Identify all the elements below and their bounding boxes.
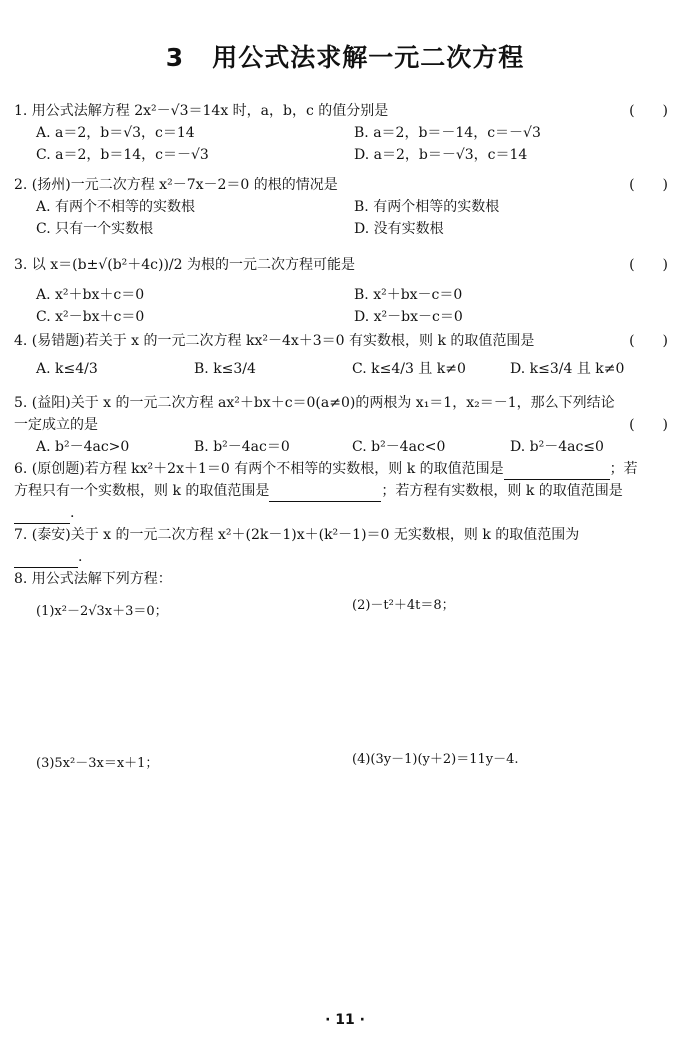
option-b: B. 有两个相等的实数根 — [354, 199, 500, 215]
answer-bracket: ( ) — [629, 333, 668, 349]
question-stem: 2. (扬州)一元二次方程 x²－7x－2＝0 的根的情况是 — [14, 177, 338, 193]
option-a: A. 有两个不相等的实数根 — [36, 199, 196, 215]
option-b: B. x²＋bx－c＝0 — [354, 287, 463, 303]
options — [14, 436, 676, 458]
question-stem: 5. (益阳)关于 x 的一元二次方程 ax²＋bx＋c＝0(a≠0)的两根为 x₁＝1，x₂＝－1，那么下列结论 — [14, 395, 615, 411]
subquestion-4: (4)(3y－1)(y＋2)＝11y－4. — [352, 752, 519, 767]
option-c: C. 只有一个实数根 — [36, 221, 154, 237]
option-b: B. a＝2，b＝－14，c＝－√3 — [354, 125, 541, 141]
question-stem: 6. (原创题)若方程 kx²＋2x＋1＝0 有两个不相等的实数根，则 k 的取值范围是 — [14, 461, 504, 477]
answer-blank[interactable] — [14, 551, 78, 568]
option-a: A. a＝2，b＝√3，c＝14 — [36, 125, 195, 141]
option-b: B. b²－4ac＝0 — [194, 439, 290, 455]
question-7 — [14, 524, 676, 568]
options — [14, 284, 676, 328]
question-8 — [14, 568, 676, 590]
option-d: D. 没有实数根 — [354, 221, 444, 237]
question-stem: 4. (易错题)若关于 x 的一元二次方程 kx²－4x＋3＝0 有实数根，则 k 的取值范围是 — [14, 333, 535, 349]
option-b: B. k≤3/4 — [194, 361, 256, 377]
option-d: D. b²－4ac≤0 — [510, 439, 604, 455]
question-6 — [14, 458, 676, 524]
section-title: 用公式法求解一元二次方程 — [212, 43, 525, 72]
question-stem: 8. 用公式法解下列方程： — [14, 571, 172, 587]
page-number: · 11 · — [325, 1012, 365, 1028]
question-3 — [14, 254, 676, 328]
question-text: . — [70, 505, 75, 521]
subquestion-1: (1)x²－2√3x＋3＝0； — [36, 604, 168, 619]
question-stem: 1. 用公式法解方程 2x²－√3＝14x 时，a，b，c 的值分别是 — [14, 103, 389, 119]
question-text: . — [78, 549, 83, 565]
question-stem-cont: 一定成立的是 — [14, 417, 98, 433]
answer-blank-1[interactable] — [504, 463, 610, 480]
options — [14, 358, 676, 380]
option-d: D. x²－bx－c＝0 — [354, 309, 463, 325]
options — [14, 196, 676, 240]
subquestion-3: (3)5x²－3x＝x＋1； — [36, 756, 159, 771]
option-d: D. k≤3/4 且 k≠0 — [510, 361, 625, 377]
question-4 — [14, 330, 676, 380]
question-stem: 7. (泰安)关于 x 的一元二次方程 x²＋(2k－1)x＋(k²－1)＝0 无实数根，则 k 的取值范围为 — [14, 527, 580, 543]
option-c: C. k≤4/3 且 k≠0 — [352, 361, 466, 377]
answer-blank-2[interactable] — [269, 485, 381, 502]
answer-blank-3[interactable] — [14, 507, 70, 524]
answer-bracket: ( ) — [629, 257, 668, 273]
section-number: 3 — [165, 43, 185, 72]
option-c: C. b²－4ac<0 — [352, 439, 446, 455]
option-c: C. a＝2，b＝14，c＝－√3 — [36, 147, 209, 163]
option-d: D. a＝2，b＝－√3，c＝14 — [354, 147, 528, 163]
option-c: C. x²－bx＋c＝0 — [36, 309, 145, 325]
page-title — [0, 38, 690, 74]
option-a: A. k≤4/3 — [36, 361, 98, 377]
subquestion-2: (2)－t²＋4t＝8； — [352, 598, 455, 613]
question-1 — [14, 100, 676, 166]
question-stem: 3. 以 x＝(b±√(b²＋4c))/2 为根的一元二次方程可能是 — [14, 257, 356, 273]
question-text: ；若 — [609, 461, 638, 477]
answer-bracket: ( ) — [629, 417, 668, 433]
question-stem-cont: 方程只有一个实数根，则 k 的取值范围是 — [14, 483, 270, 499]
option-a: A. x²＋bx＋c＝0 — [36, 287, 145, 303]
answer-bracket: ( ) — [629, 177, 668, 193]
option-a: A. b²－4ac>0 — [36, 439, 130, 455]
options — [14, 122, 676, 166]
answer-bracket: ( ) — [629, 103, 668, 119]
question-5 — [14, 392, 676, 458]
question-2 — [14, 174, 676, 240]
question-text: ；若方程有实数根，则 k 的取值范围是 — [381, 483, 623, 499]
